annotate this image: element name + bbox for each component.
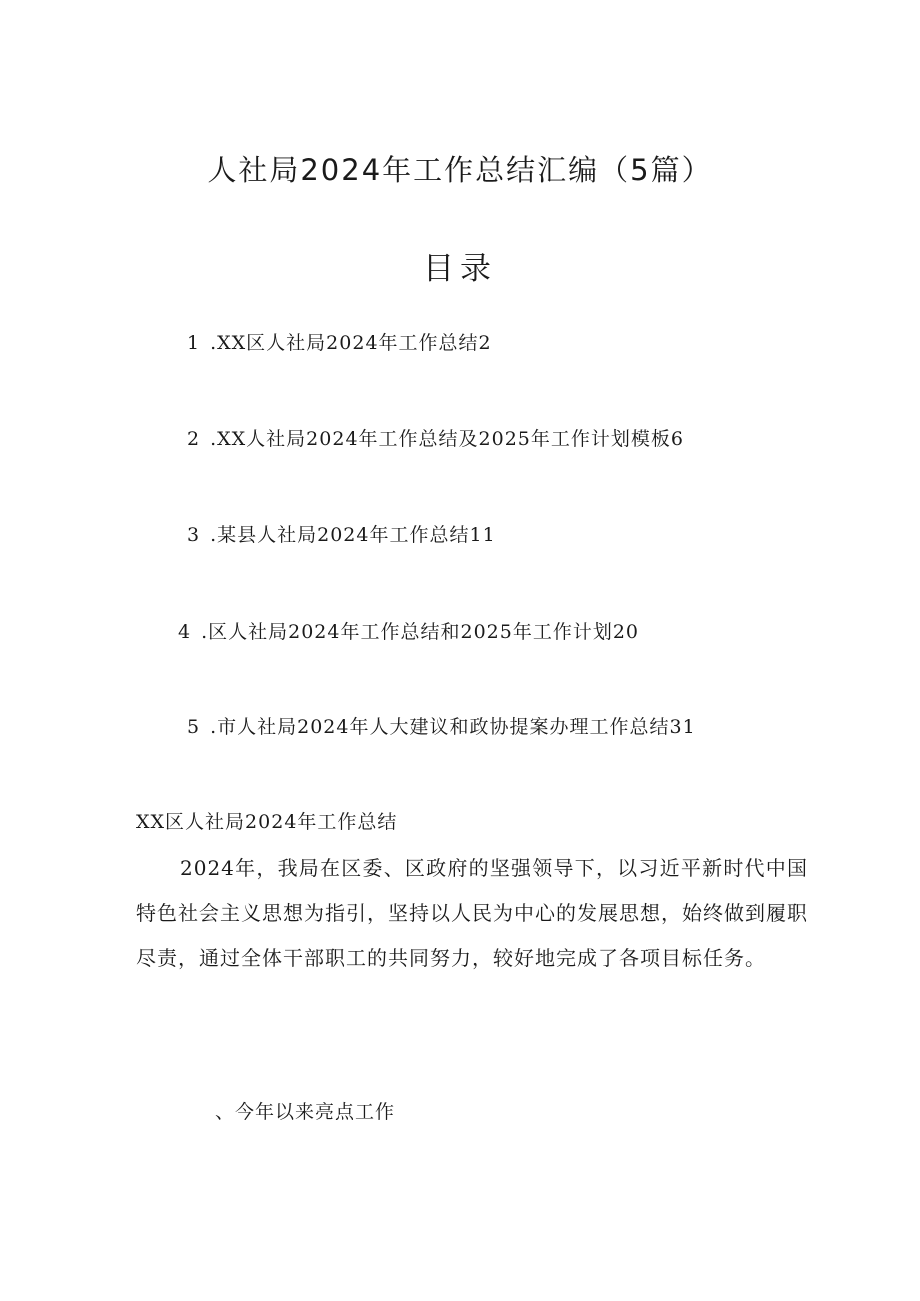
document-title: 人社局2024年工作总结汇编（5篇） xyxy=(207,153,713,187)
toc-item-number: 5 xyxy=(187,716,201,738)
section-title: XX区人社局2024年工作总结 xyxy=(136,811,398,833)
toc-item-text: .区人社局2024年工作总结和2025年工作计划20 xyxy=(201,621,640,643)
intro-paragraph: 2024年，我局在区委、区政府的坚强领导下，以习近平新时代中国特色社会主义思想为指引，坚持以人民为中心的发展思想，始终做到履职尽责，通过全体干部职工的共同努力，较好地完成了各项目标任务。 xyxy=(136,856,808,970)
toc-item[interactable] xyxy=(178,617,639,644)
toc-item-text: .市人社局2024年人大建议和政协提案办理工作总结31 xyxy=(210,716,696,738)
toc-item-number: 1 xyxy=(187,332,201,354)
toc-item-number: 2 xyxy=(187,428,201,450)
toc-item-number: 3 xyxy=(187,524,201,546)
toc-heading: 目录 xyxy=(423,251,497,287)
toc-item[interactable] xyxy=(187,520,496,547)
toc-item-number: 4 xyxy=(178,621,192,643)
toc-item-text: .XX区人社局2024年工作总结2 xyxy=(210,332,492,354)
toc-item-text: .XX人社局2024年工作总结及2025年工作计划模板6 xyxy=(210,428,684,450)
toc-item-text: .某县人社局2024年工作总结11 xyxy=(210,524,496,546)
subheading: 、今年以来亮点工作 xyxy=(215,1101,396,1123)
toc-item[interactable] xyxy=(187,424,684,451)
toc-item[interactable] xyxy=(187,712,696,739)
toc-item[interactable] xyxy=(187,328,492,355)
